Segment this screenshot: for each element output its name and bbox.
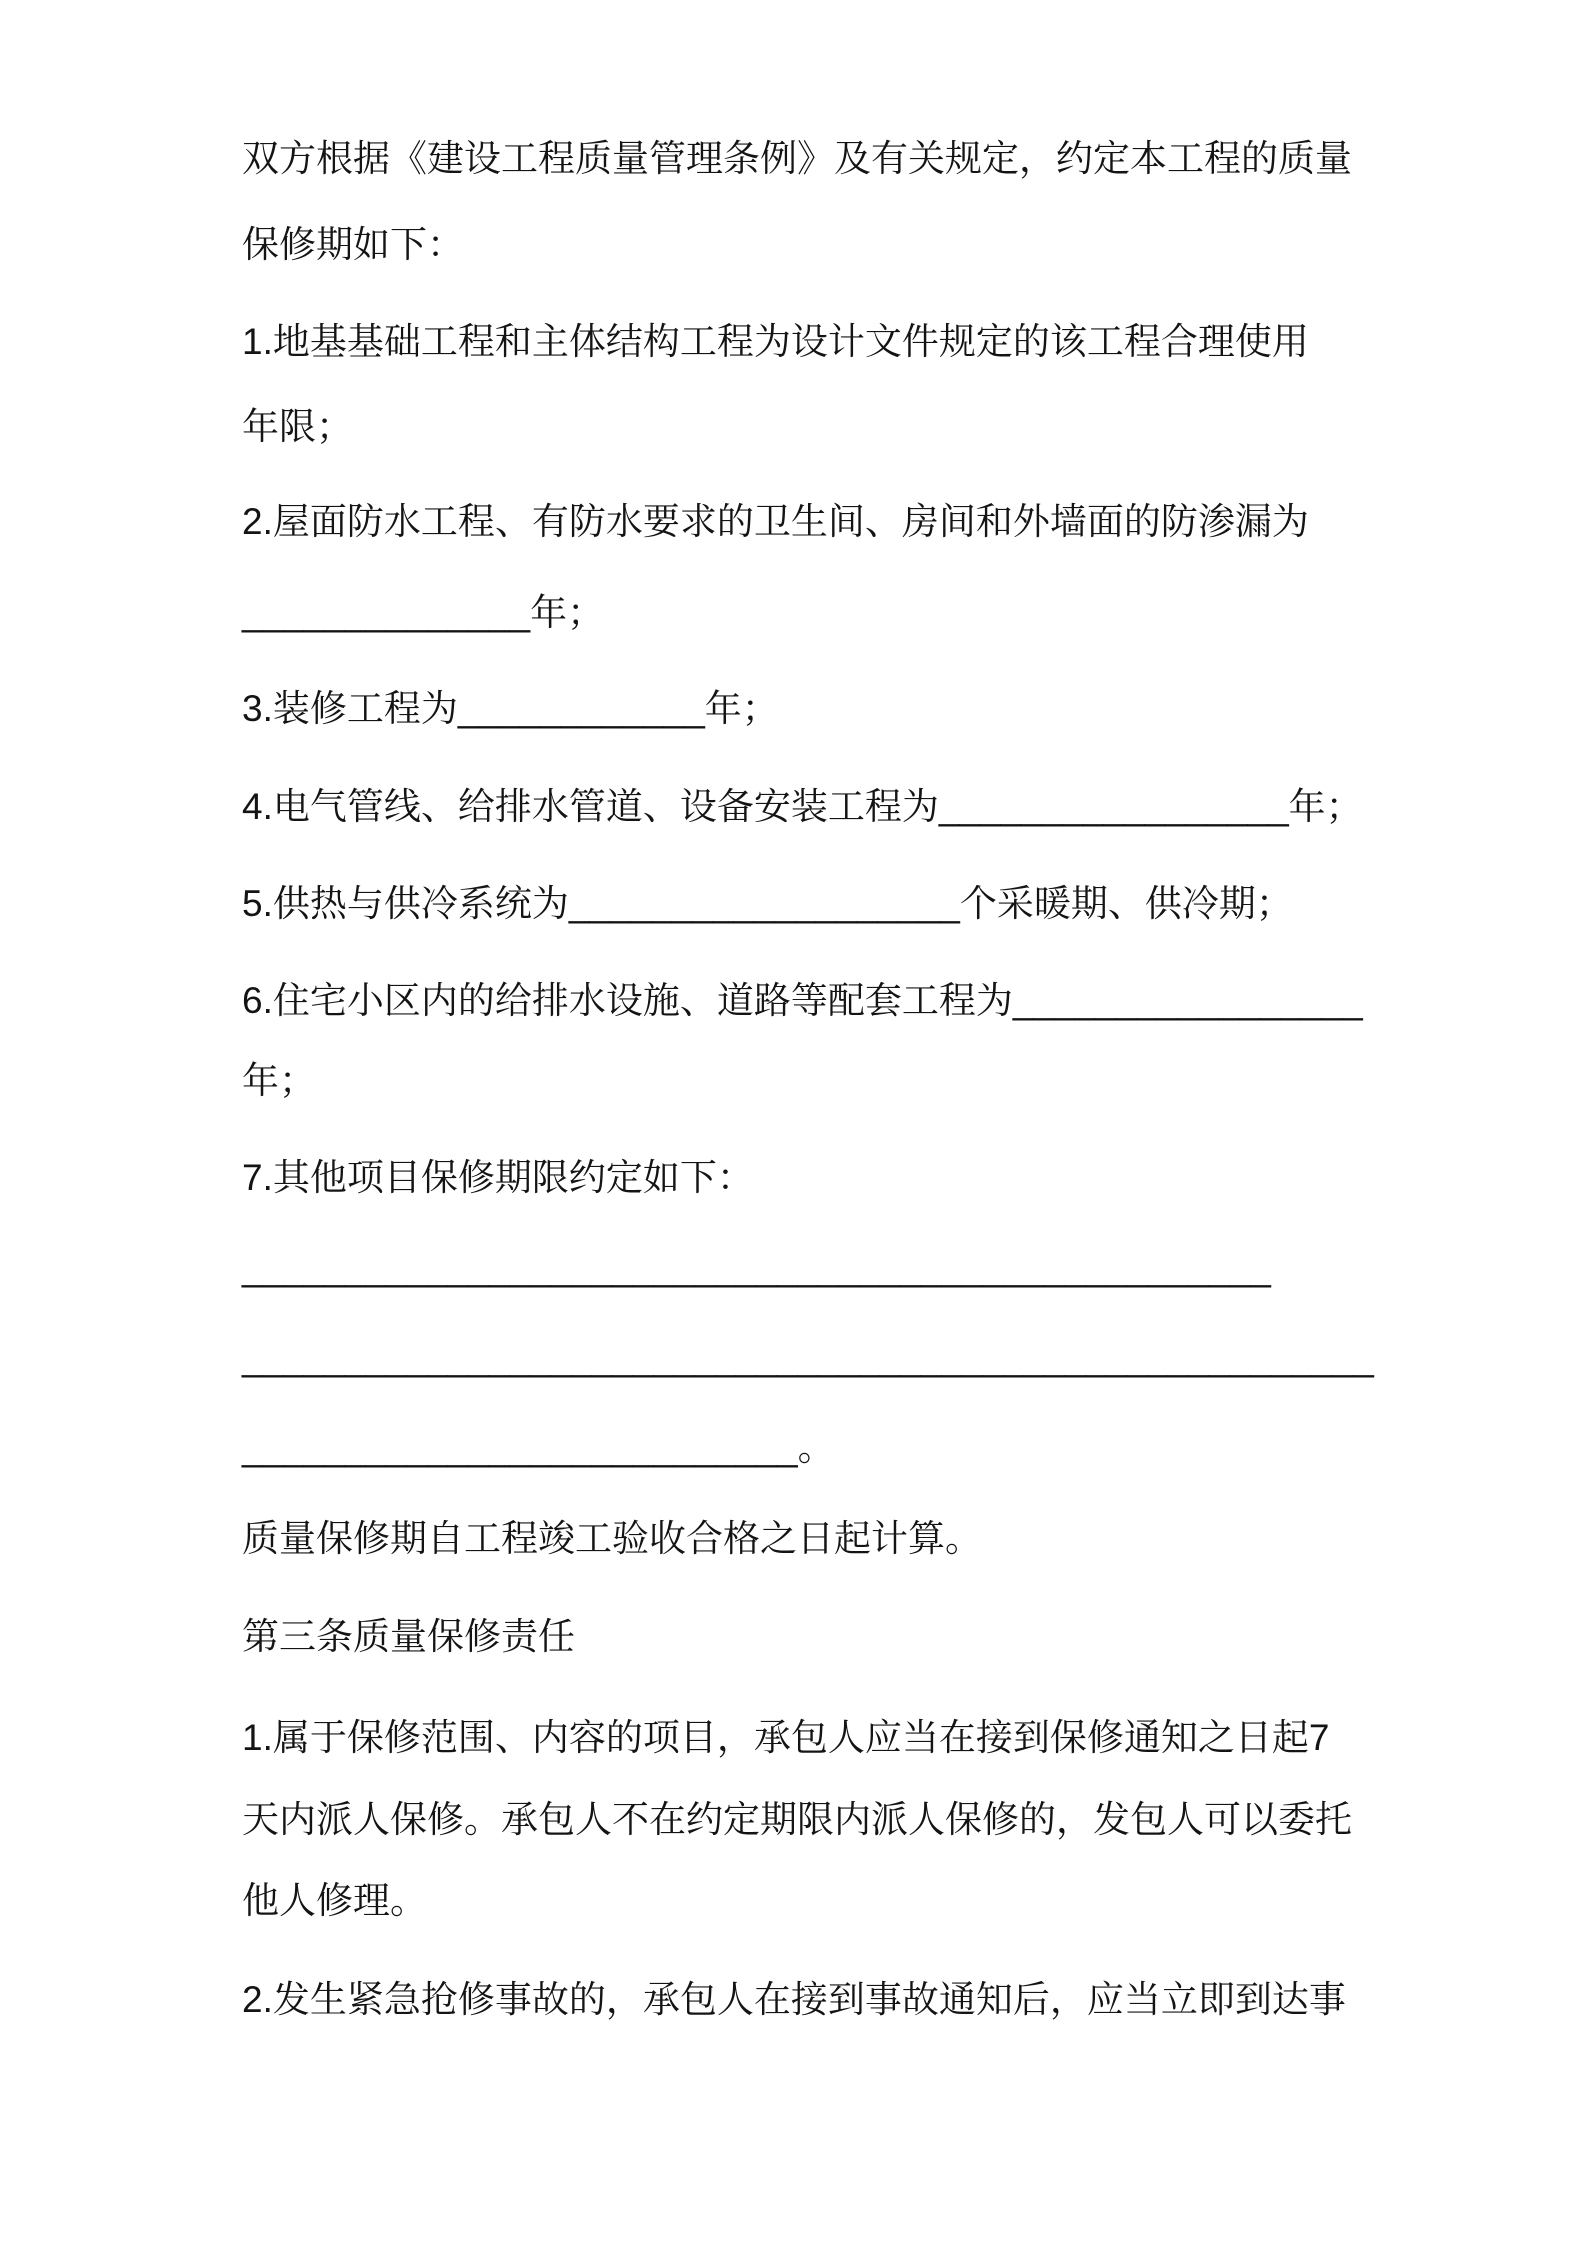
paragraph-line: 年限； <box>242 406 353 447</box>
blank-fill-line: _______________________________________________________ <box>242 1337 1374 1378</box>
paragraph-line: 3.装修工程为____________年； <box>242 688 779 729</box>
paragraph-line: 7.其他项目保修期限约定如下： <box>242 1157 754 1198</box>
paragraph-line: ______________年； <box>242 592 605 633</box>
paragraph-line: 6.住宅小区内的给排水设施、道路等配套工程为_________________ <box>242 980 1363 1021</box>
blank-fill-line: __________________________________________________ <box>242 1247 1271 1288</box>
paragraph-line: 他人修理。 <box>242 1880 427 1921</box>
paragraph-line: 1.属于保修范围、内容的项目，承包人应当在接到保修通知之日起7 <box>242 1717 1330 1758</box>
section-heading: 第三条质量保修责任 <box>242 1616 575 1657</box>
paragraph-line: 保修期如下： <box>242 224 464 265</box>
paragraph-line: 4.电气管线、给排水管道、设备安装工程为_________________年； <box>242 786 1363 827</box>
paragraph-line: 年； <box>242 1060 316 1101</box>
paragraph-line: 2.屋面防水工程、有防水要求的卫生间、房间和外墙面的防渗漏为 <box>242 501 1309 542</box>
paragraph-line: 5.供热与供冷系统为___________________个采暖期、供冷期； <box>242 883 1293 924</box>
paragraph-line: 双方根据《建设工程质量管理条例》及有关规定，约定本工程的质量 <box>242 138 1352 179</box>
blank-fill-line: ___________________________。 <box>242 1427 835 1468</box>
paragraph-line: 2.发生紧急抢修事故的，承包人在接到事故通知后，应当立即到达事 <box>242 1979 1346 2020</box>
paragraph-line: 质量保修期自工程竣工验收合格之日起计算。 <box>242 1518 982 1559</box>
paragraph-line: 天内派人保修。承包人不在约定期限内派人保修的，发包人可以委托 <box>242 1799 1352 1840</box>
paragraph-line: 1.地基基础工程和主体结构工程为设计文件规定的该工程合理使用 <box>242 321 1309 362</box>
